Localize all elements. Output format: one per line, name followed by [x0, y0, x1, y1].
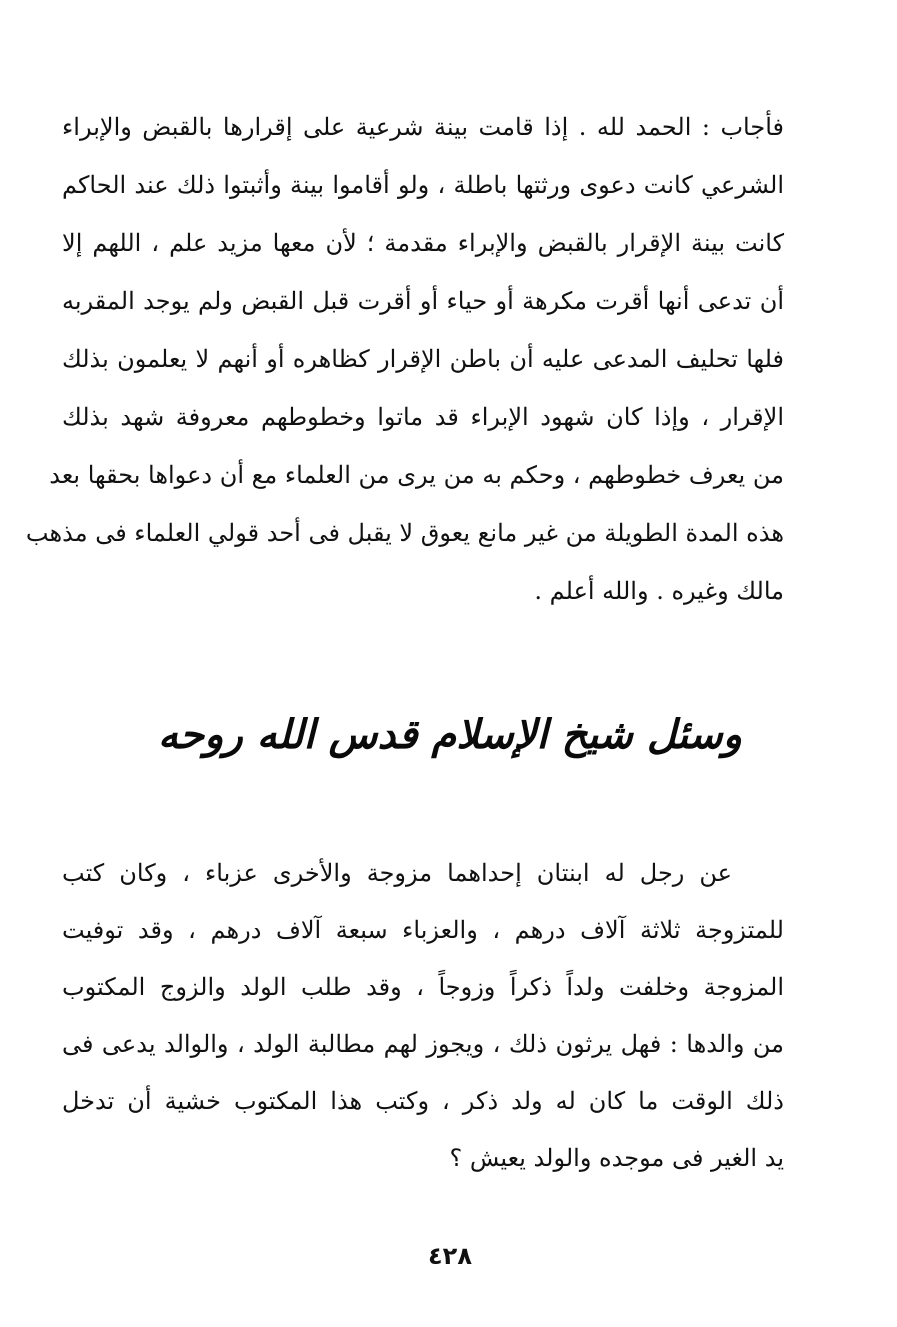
- answer-paragraph: [25, 98, 785, 620]
- text-line: فلها تحليف المدعى عليه أن باطن الإقرار كظاهره أو أنهم لا يعلمون بذلك: [62, 345, 784, 373]
- text-line: الإقرار ، وإذا كان شهود الإبراء قد ماتوا وخطوطهم معروفة شهد بذلك: [62, 403, 784, 431]
- text-line: المزوجة وخلفت ولداً ذكراً وزوجاً ، وقد طلب الولد والزوج المكتوب: [62, 973, 784, 1001]
- page-number: ٤٢٨: [428, 1242, 472, 1270]
- question-paragraph: [62, 845, 784, 1187]
- text-line: عن رجل له ابنتان إحداهما مزوجة والأخرى عزباء ، وكان كتب: [62, 859, 732, 887]
- text-line: يد الغير فى موجده والولد يعيش ؟: [449, 1144, 784, 1172]
- text-line: للمتزوجة ثلاثة آلاف درهم ، والعزباء سبعة آلاف درهم ، وقد توفيت: [62, 916, 784, 944]
- text-line: فأجاب : الحمد لله . إذا قامت بينة شرعية على إقرارها بالقبض والإبراء: [62, 113, 784, 141]
- text-line: مالك وغيره . والله أعلم .: [534, 577, 784, 605]
- text-line: كانت بينة الإقرار بالقبض والإبراء مقدمة ؛ لأن معها مزيد علم ، اللهم إلا: [62, 229, 785, 257]
- text-line: من يعرف خطوطهم ، وحكم به من يرى من العلماء مع أن دعواها بحقها بعد: [49, 461, 784, 489]
- section-heading: وسئل شيخ الإسلام قدس الله روحه: [157, 712, 743, 758]
- text-line: من والدها : فهل يرثون ذلك ، ويجوز لهم مطالبة الولد ، والوالد يدعى فى: [62, 1030, 784, 1058]
- text-line: أن تدعى أنها أقرت مكرهة أو حياء أو أقرت قبل القبض ولم يوجد المقربه: [62, 287, 785, 315]
- text-line: الشرعي كانت دعوى ورثتها باطلة ، ولو أقاموا بينة وأثبتوا ذلك عند الحاكم: [62, 171, 784, 199]
- text-line: ذلك الوقت ما كان له ولد ذكر ، وكتب هذا المكتوب خشية أن تدخل: [62, 1087, 784, 1115]
- text-line: هذه المدة الطويلة من غير مانع يعوق لا يقبل فى أحد قولي العلماء فى مذهب: [25, 519, 784, 547]
